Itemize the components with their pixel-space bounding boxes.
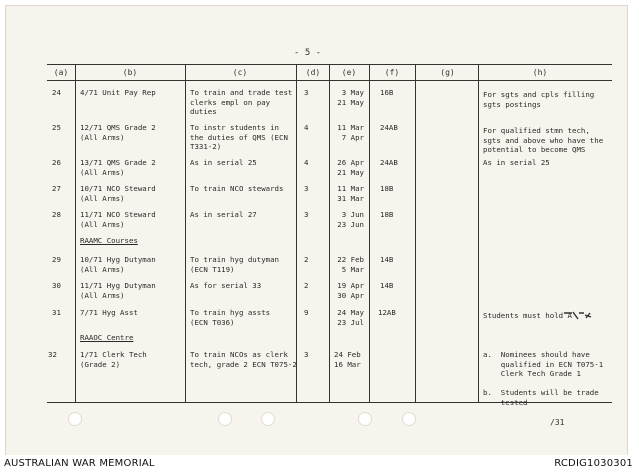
punch-hole <box>68 412 82 426</box>
punch-hole <box>218 412 232 426</box>
course-duration: 3 <box>304 184 309 193</box>
course-name: 10/71 NCO Steward (All Arms) <box>80 184 156 203</box>
course-capacity: 24AB <box>380 123 398 132</box>
course-dates: 19 Apr 30 Apr <box>337 281 364 300</box>
serial-number: 29 <box>52 255 61 264</box>
punch-hole <box>358 412 372 426</box>
column-header-d: (d) <box>305 68 321 77</box>
punch-hole <box>261 412 275 426</box>
course-duration: 4 <box>304 158 309 167</box>
course-dates: 11 Mar 7 Apr <box>337 123 364 142</box>
column-header-e: (e) <box>341 68 357 77</box>
course-name: 7/71 Hyg Asst <box>80 308 138 317</box>
serial-number: 32 <box>48 350 57 359</box>
document-id: RCDIG1030301 <box>554 458 633 469</box>
obscured-text-mark <box>564 311 592 320</box>
column-header-a: (a) <box>53 68 69 77</box>
serial-number: 27 <box>52 184 61 193</box>
column-rule <box>478 64 479 402</box>
course-remarks: For sgts and cpls filling sgts postings <box>483 90 595 109</box>
course-duration: 3 <box>304 88 309 97</box>
course-dates: 11 Mar 31 Mar <box>337 184 364 203</box>
course-remarks: Students must hold A <box>483 311 572 320</box>
course-name: 13/71 QMS Grade 2 (All Arms) <box>80 158 156 177</box>
course-purpose: To train NCOs as clerk tech, grade 2 ECN T075-2 <box>190 350 297 369</box>
course-dates: 3 Jun 23 Jun <box>337 210 364 229</box>
course-purpose: To train and trade test clerks empl on pay duties <box>190 88 293 116</box>
course-dates: 3 May 21 May <box>337 88 364 107</box>
course-capacity: 18B <box>380 184 394 193</box>
page-number: - 5 - <box>294 48 322 58</box>
course-capacity: 14B <box>380 255 394 264</box>
course-capacity: 12AB <box>378 308 396 317</box>
course-name: 10/71 Hyg Dutyman (All Arms) <box>80 255 156 274</box>
course-name: 11/71 NCO Steward (All Arms) <box>80 210 156 229</box>
course-name: 1/71 Clerk Tech (Grade 2) <box>80 350 147 369</box>
column-header-b: (b) <box>122 68 138 77</box>
course-duration: 9 <box>304 308 309 317</box>
course-purpose: As in serial 25 <box>190 158 257 167</box>
course-duration: 2 <box>304 255 309 264</box>
course-duration: 2 <box>304 281 309 290</box>
column-rule <box>75 64 76 402</box>
course-purpose: As for serial 33 <box>190 281 262 290</box>
course-name: 12/71 QMS Grade 2 (All Arms) <box>80 123 156 142</box>
course-purpose: To train hyg assts (ECN T036) <box>190 308 271 327</box>
serial-number: 28 <box>52 210 61 219</box>
course-capacity: 24AB <box>380 158 398 167</box>
serial-number: 24 <box>52 88 61 97</box>
course-dates: 26 Apr 21 May <box>337 158 364 177</box>
column-rule <box>329 64 330 402</box>
course-remarks: As in serial 25 <box>483 158 550 167</box>
course-dates: 22 Feb 5 Mar <box>337 255 364 274</box>
column-rule <box>185 64 186 402</box>
section-heading-raaoc: RAAOC Centre <box>80 333 134 342</box>
course-dates: 24 May 23 Jul <box>337 308 364 327</box>
column-rule <box>369 64 370 402</box>
course-capacity: 14B <box>380 281 394 290</box>
course-capacity: 16B <box>380 88 394 97</box>
course-capacity: 18B <box>380 210 394 219</box>
column-header-f: (f) <box>384 68 400 77</box>
serial-number: 30 <box>52 281 61 290</box>
course-duration: 4 <box>304 123 309 132</box>
column-header-c: (c) <box>232 68 248 77</box>
course-duration: 3 <box>304 350 309 359</box>
column-rule <box>415 64 416 402</box>
course-purpose: To train hyg dutyman (ECN T119) <box>190 255 279 274</box>
column-header-h: (h) <box>532 68 548 77</box>
course-dates: 24 Feb 16 Mar <box>334 350 361 369</box>
punch-hole <box>402 412 416 426</box>
course-purpose: As in serial 27 <box>190 210 257 219</box>
course-remarks: For qualified stmn tech, sgts and above who have the potential to become QMS <box>483 126 604 154</box>
serial-number: 25 <box>52 123 61 132</box>
course-remarks: a. Nominees should have qualified in ECN T075-1 Clerk Tech Grade 1 b. Students will be trade tested <box>483 350 604 407</box>
course-name: 11/71 Hyg Dutyman (All Arms) <box>80 281 156 300</box>
page-reference: /31 <box>550 418 565 427</box>
serial-number: 31 <box>52 308 61 317</box>
column-header-g: (g) <box>440 68 455 77</box>
course-purpose: To train NCO stewards <box>190 184 284 193</box>
course-duration: 3 <box>304 210 309 219</box>
archive-credit: AUSTRALIAN WAR MEMORIAL <box>4 458 155 469</box>
course-name: 4/71 Unit Pay Rep <box>80 88 156 97</box>
serial-number: 26 <box>52 158 61 167</box>
section-heading-raamc: RAAMC Courses <box>80 236 138 245</box>
course-purpose: To instr students in the duties of QMS (ECN T331-2) <box>190 123 288 151</box>
